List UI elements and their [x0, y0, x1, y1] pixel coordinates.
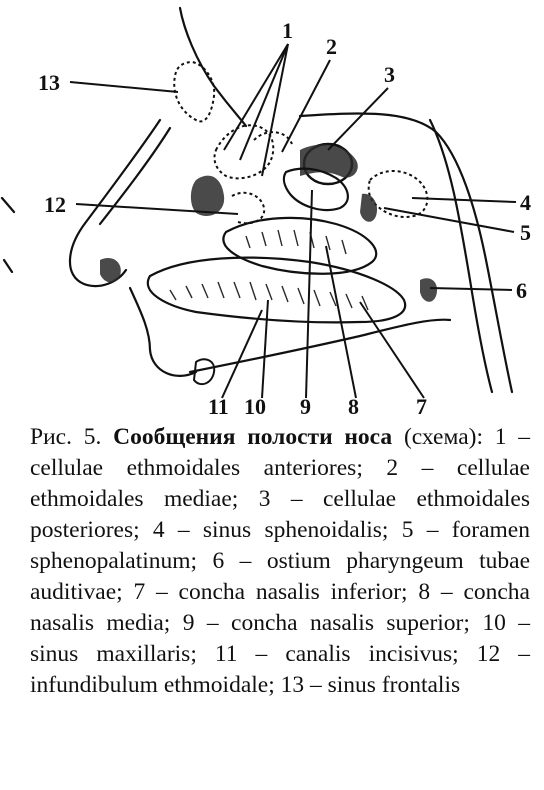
callout-2: 2 — [326, 34, 337, 59]
palate-outline — [190, 320, 450, 372]
caption-prefix: Рис. 5. — [30, 424, 102, 450]
callout-12: 12 — [44, 192, 66, 217]
figure-caption — [30, 422, 530, 701]
callout-4: 4 — [520, 190, 531, 215]
ethmoid-cells — [214, 125, 292, 223]
callout-6: 6 — [516, 278, 527, 303]
callout-10: 10 — [244, 394, 266, 419]
nasal-wall-shading — [100, 145, 437, 302]
leader-lines — [70, 44, 516, 398]
caption-title: Сообщения полости носа — [113, 424, 393, 450]
callout-5: 5 — [520, 220, 531, 245]
forehead-outline — [180, 8, 246, 126]
callout-3: 3 — [384, 62, 395, 87]
frontal-sinus — [174, 62, 214, 121]
left-edge-mark — [2, 198, 14, 272]
callout-8: 8 — [348, 394, 359, 419]
caption-legend: 1 – cellulae ethmoidales anteriores; 2 – cellulae ethmoidales mediae; 3 – cellulae ethmoidales posteriores; 4 – sinus sphenoidalis; 5 – foramen sphenopalatinum; 6 – ostium pharyngeum tubae auditivae; 7 – concha nasalis inferior; 8 – concha nasalis media; 9 – concha nasalis superior; 10 – sinus maxillaris; 11 – canalis incisivus; 12 – infundibulum ethmoidale; 13 – sinus frontalis — [30, 424, 531, 698]
pharynx-wall — [430, 120, 492, 392]
caption-note: (схема): — [403, 424, 483, 450]
callout-13: 13 — [38, 70, 60, 95]
callout-1: 1 — [282, 18, 293, 43]
callout-7: 7 — [416, 394, 427, 419]
anatomy-drawing — [2, 8, 512, 392]
callout-9: 9 — [300, 394, 311, 419]
callout-11: 11 — [208, 394, 229, 419]
nasal-conchae — [148, 169, 405, 323]
concha-texture — [170, 230, 368, 310]
middle-concha — [223, 218, 376, 274]
